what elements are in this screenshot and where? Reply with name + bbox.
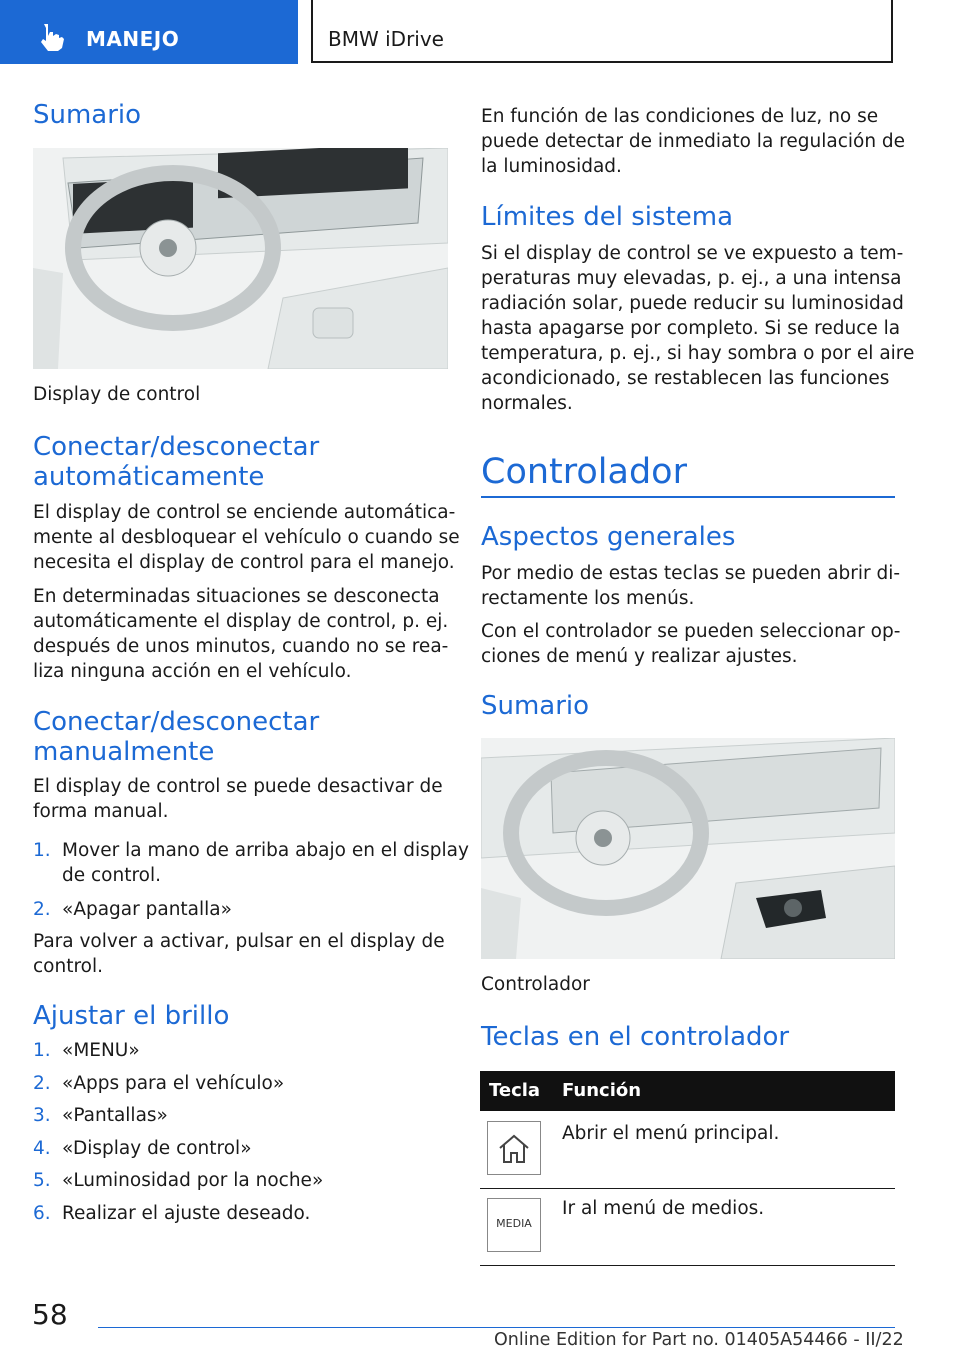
paragraph-auto-2 (33, 584, 448, 684)
table-row-divider (480, 1188, 895, 1189)
text-line: forma manual. (33, 801, 169, 822)
list-number: 1. (33, 1040, 51, 1061)
heading-auto-line: Conectar/desconectar (33, 432, 320, 462)
table-row-divider (480, 1265, 895, 1266)
text-line: liza ninguna acción en el vehículo. (33, 661, 352, 682)
text-line: En determinadas situaciones se desconecta (33, 586, 440, 607)
text-line: temperatura, p. ej., si hay sombra o por el aire (481, 343, 915, 364)
list-item: «Display de control» (62, 1137, 252, 1159)
table-cell-function: Abrir el menú principal. (562, 1123, 780, 1144)
heading-rule (481, 496, 895, 498)
column-header-key: Tecla (489, 1080, 541, 1101)
figure-controller (481, 738, 895, 959)
controller-illustration (481, 738, 895, 959)
list-item: «Apagar pantalla» (62, 899, 232, 920)
text-line: En función de las condiciones de luz, no se (481, 106, 879, 127)
text-line: rectamente los menús. (481, 588, 695, 609)
table-row-key (487, 1198, 541, 1252)
list-number: 1. (33, 840, 51, 861)
hand-icon (38, 22, 66, 52)
media-key-icon: MEDIA (496, 1217, 532, 1230)
heading-controlador: Controlador (481, 452, 687, 492)
paragraph-aspectos-1 (481, 561, 900, 611)
heading-sumario: Sumario (33, 100, 142, 130)
heading-manual (33, 707, 319, 767)
text-line: Con el controlador se pueden seleccionar op‐ (481, 621, 901, 642)
text-line: ciones de menú y realizar ajustes. (481, 646, 798, 667)
paragraph-manual (33, 774, 443, 824)
list-item: Realizar el ajuste deseado. (62, 1202, 311, 1224)
home-icon (488, 1122, 540, 1174)
figure-control-display (33, 148, 448, 369)
section-label: MANEJO (86, 27, 180, 51)
table-header (480, 1071, 895, 1111)
table-row-key (487, 1121, 541, 1175)
list-number: 3. (33, 1105, 51, 1126)
heading-auto (33, 432, 319, 492)
list-item: «Pantallas» (62, 1105, 168, 1126)
text-line: peraturas muy elevadas, p. ej., a una intensa (481, 268, 902, 289)
figure-caption: Controlador (481, 974, 590, 995)
heading-manual-line: Conectar/desconectar (33, 707, 320, 737)
edition-note: Online Edition for Part no. 01405A54466 - II/22 (494, 1330, 904, 1350)
list-number: 2. (33, 1072, 51, 1094)
list-number: 6. (33, 1202, 51, 1224)
section-tab (0, 0, 298, 64)
text-line: Para volver a activar, pulsar en el display de (33, 931, 445, 952)
text-line: necesita el display de control para el manejo. (33, 552, 455, 573)
text-line: hasta apagarse por completo. Si se reduce la (481, 318, 901, 339)
heading-manual-line: manualmente (33, 737, 215, 767)
footer-rule (98, 1327, 895, 1328)
heading-sumario-2: Sumario (481, 691, 590, 721)
paragraph-reactivate (33, 929, 445, 979)
text-line: mente al desbloquear el vehículo o cuando se (33, 527, 460, 548)
text-line: después de unos minutos, cuando no se rea‐ (33, 636, 449, 657)
heading-auto-line: automáticamente (33, 462, 265, 492)
cockpit-illustration (33, 148, 448, 369)
figure-caption: Display de control (33, 384, 201, 405)
text-line: puede detectar de inmediato la regulación de (481, 131, 906, 152)
list-item: «MENU» (62, 1040, 140, 1061)
chapter-label: BMW iDrive (328, 27, 444, 51)
paragraph-auto-1 (33, 500, 460, 575)
text-line: la luminosidad. (481, 156, 622, 177)
text-line: automáticamente el display de control, p. ej. (33, 611, 449, 632)
heading-teclas: Teclas en el controlador (481, 1022, 790, 1052)
list-item (62, 838, 469, 888)
paragraph-aspectos-2 (481, 619, 900, 669)
list-item: «Apps para el vehículo» (62, 1072, 285, 1094)
text-line: Por medio de estas teclas se pueden abrir di‐ (481, 563, 901, 584)
page-number: 58 (32, 1298, 68, 1331)
text-line: control. (33, 956, 104, 977)
text-line: normales. (481, 393, 573, 414)
table-cell-function: Ir al menú de medios. (562, 1198, 765, 1219)
paragraph-limites (481, 241, 914, 416)
text-line: radiación solar, puede reducir su luminosidad (481, 293, 904, 314)
text-line: Si el display de control se ve expuesto a tem‐ (481, 243, 904, 264)
chapter-header (311, 0, 893, 63)
heading-limites: Límites del sistema (481, 202, 734, 232)
paragraph-luz (481, 104, 905, 179)
heading-aspectos: Aspectos generales (481, 522, 736, 552)
list-number: 5. (33, 1170, 51, 1191)
heading-brillo: Ajustar el brillo (33, 1001, 230, 1031)
text-line: de control. (62, 865, 162, 886)
text-line: acondicionado, se restablecen las funciones (481, 368, 890, 389)
column-header-function: Función (562, 1080, 642, 1101)
text-line: El display de control se puede desactivar de (33, 776, 443, 797)
list-item: «Luminosidad por la noche» (62, 1170, 324, 1191)
list-number: 4. (33, 1137, 51, 1159)
text-line: Mover la mano de arriba abajo en el display (62, 840, 469, 861)
text-line: El display de control se enciende automática‐ (33, 502, 456, 523)
list-number: 2. (33, 899, 51, 920)
